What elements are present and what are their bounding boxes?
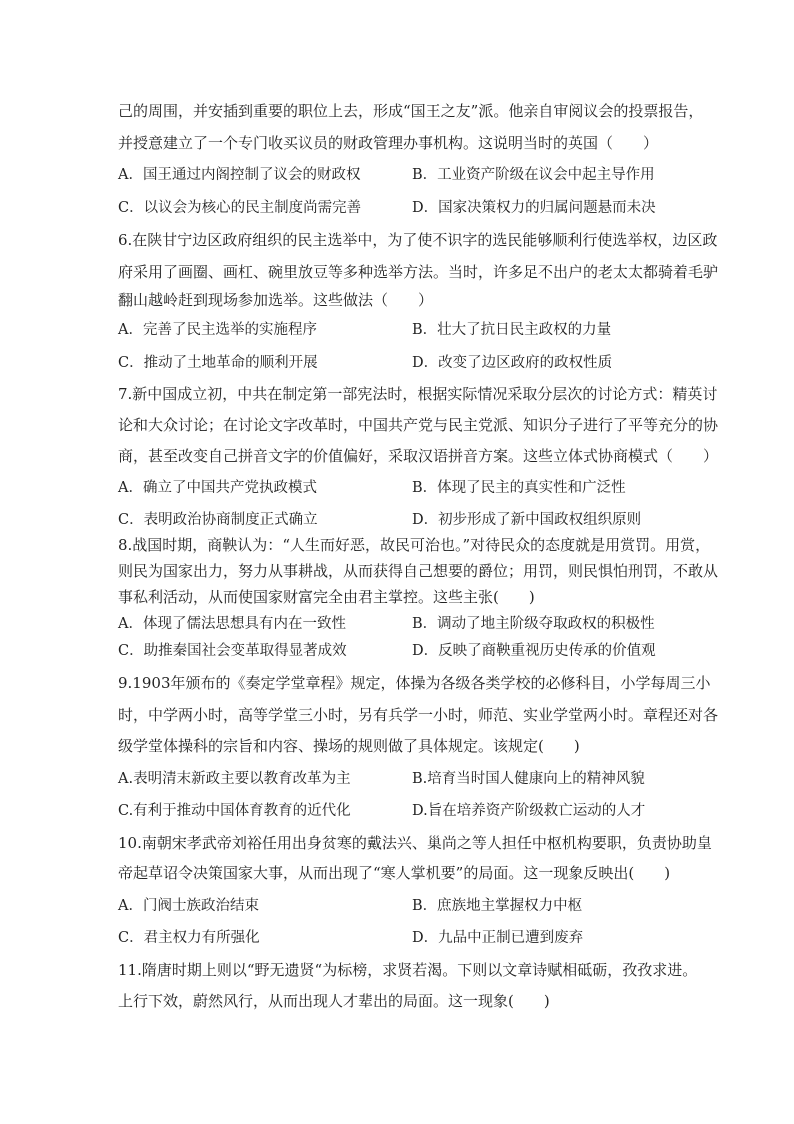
q5-option-a[interactable]: A．国王通过内阁控制了议会的财政权 [118, 167, 361, 183]
q9-text-line-1: 9.1903年颁布的《奏定学堂章程》规定，体操为各级各类学校的必修科目，小学每周三小 [118, 674, 711, 692]
q6-option-a[interactable]: A．完善了民主选举的实施程序 [118, 322, 317, 338]
q10-option-b[interactable]: B．庶族地主掌握权力中枢 [412, 898, 583, 914]
q6-text-line-2: 府采用了画圈、画杠、碗里放豆等多种选举方法。当时，许多足不出户的老太太都骑着毛驴 [118, 263, 719, 281]
q6-option-d[interactable]: D．改变了边区政府的政权性质 [412, 355, 613, 371]
q5-text-line-2: 并授意建立了一个专门收买议员的财政管理办事机构。这说明当时的英国（ ） [118, 134, 659, 152]
q8-option-d[interactable]: D．反映了商鞅重视历史传承的价值观 [412, 643, 656, 659]
q10-option-c[interactable]: C．君主权力有所强化 [118, 930, 260, 946]
q11-text-line-2: 上行下效，蔚然风行，从而出现人才辈出的局面。这一现象( ) [118, 992, 550, 1010]
q6-text-line-3: 翻山越岭赶到现场参加选举。这些做法（ ） [118, 291, 434, 309]
q7-text-line-1: 7.新中国成立初，中共在制定第一部宪法时，根据实际情况采取分层次的讨论方式：精英讨 [118, 385, 718, 403]
q6-option-c[interactable]: C．推动了土地革命的顺利开展 [118, 355, 318, 371]
q10-option-a[interactable]: A．门阀士族政治结束 [118, 898, 259, 914]
q10-option-d[interactable]: D．九品中正制已遭到废弃 [412, 930, 584, 946]
q11-text-line-1: 11.隋唐时期上则以“野无遗贤“为标榜，求贤若渴。下则以文章诗赋相砥砺，孜孜求进。 [118, 961, 698, 979]
q7-option-c[interactable]: C．表明政治协商制度正式确立 [118, 512, 318, 528]
q10-text-line-2: 帝起草诏令决策国家大事，从而出现了“寒人掌机要”的局面。这一现象反映出( ) [118, 864, 671, 882]
q6-text-line-1: 6.在陕甘宁边区政府组织的民主选举中，为了使不识字的选民能够顺利行使选举权，边区政 [118, 231, 718, 249]
q7-text-line-3: 商，甚至改变自己拼音文字的价值偏好，采取汉语拼音方案。这些立体式协商模式（ ） [118, 447, 719, 465]
q7-option-d[interactable]: D．初步形成了新中国政权组织原则 [412, 512, 642, 528]
q9-option-d[interactable]: D.旨在培养资产阶级救亡运动的人才 [412, 803, 646, 819]
q8-text-line-1: 8.战国时期，商鞅认为：“人生而好恶，故民可治也。”对待民众的态度就是用赏罚。用赏， [118, 536, 711, 554]
q6-option-b[interactable]: B．壮大了抗日民主政权的力量 [412, 322, 612, 338]
q5-option-d[interactable]: D．国家决策权力的归属问题悬而未决 [412, 200, 656, 216]
q5-option-b[interactable]: B．工业资产阶级在议会中起主导作用 [412, 167, 655, 183]
q5-option-c[interactable]: C．以议会为核心的民主制度尚需完善 [118, 200, 362, 216]
q10-text-line-1: 10.南朝宋孝武帝刘裕任用出身贫寒的戴法兴、巢尚之等人担任中枢机构要职，负责协助皇 [118, 834, 712, 852]
q5-text-line-1: 己的周围，并安插到重要的职位上去，形成“国王之友”派。他亲自审阅议会的投票报告， [118, 102, 704, 120]
q9-option-a[interactable]: A.表明清末新政主要以教育改革为主 [118, 771, 351, 787]
q7-text-line-2: 论和大众讨论；在讨论文字改革时，中国共产党与民主党派、知识分子进行了平等充分的协 [118, 416, 719, 434]
q9-option-c[interactable]: C.有利于推动中国体育教育的近代化 [118, 803, 351, 819]
q8-option-c[interactable]: C．助推秦国社会变革取得显著成效 [118, 643, 347, 659]
q8-option-b[interactable]: B．调动了地主阶级夺取政权的积极性 [412, 616, 655, 632]
q9-text-line-3: 级学堂体操科的宗旨和内容、操场的规则做了具体规定。该规定( ) [118, 737, 580, 755]
q8-option-a[interactable]: A．体现了儒法思想具有内在一致性 [118, 616, 346, 632]
q7-option-b[interactable]: B．体现了民主的真实性和广泛性 [412, 480, 626, 496]
q8-text-line-3: 事私利活动，从而使国家财富完全由君主掌控。这些主张( ) [118, 588, 535, 606]
q8-text-line-2: 则民为国家出力，努力从事耕战，从而获得自己想要的爵位；用罚，则民惧怕刑罚，不敢从 [118, 562, 719, 580]
q7-option-a[interactable]: A．确立了中国共产党执政模式 [118, 480, 317, 496]
q9-option-b[interactable]: B.培育当时国人健康向上的精神风貌 [412, 771, 645, 787]
q9-text-line-2: 时，中学两小时，高等学堂三小时，另有兵学一小时，师范、实业学堂两小时。章程还对各 [118, 706, 719, 724]
